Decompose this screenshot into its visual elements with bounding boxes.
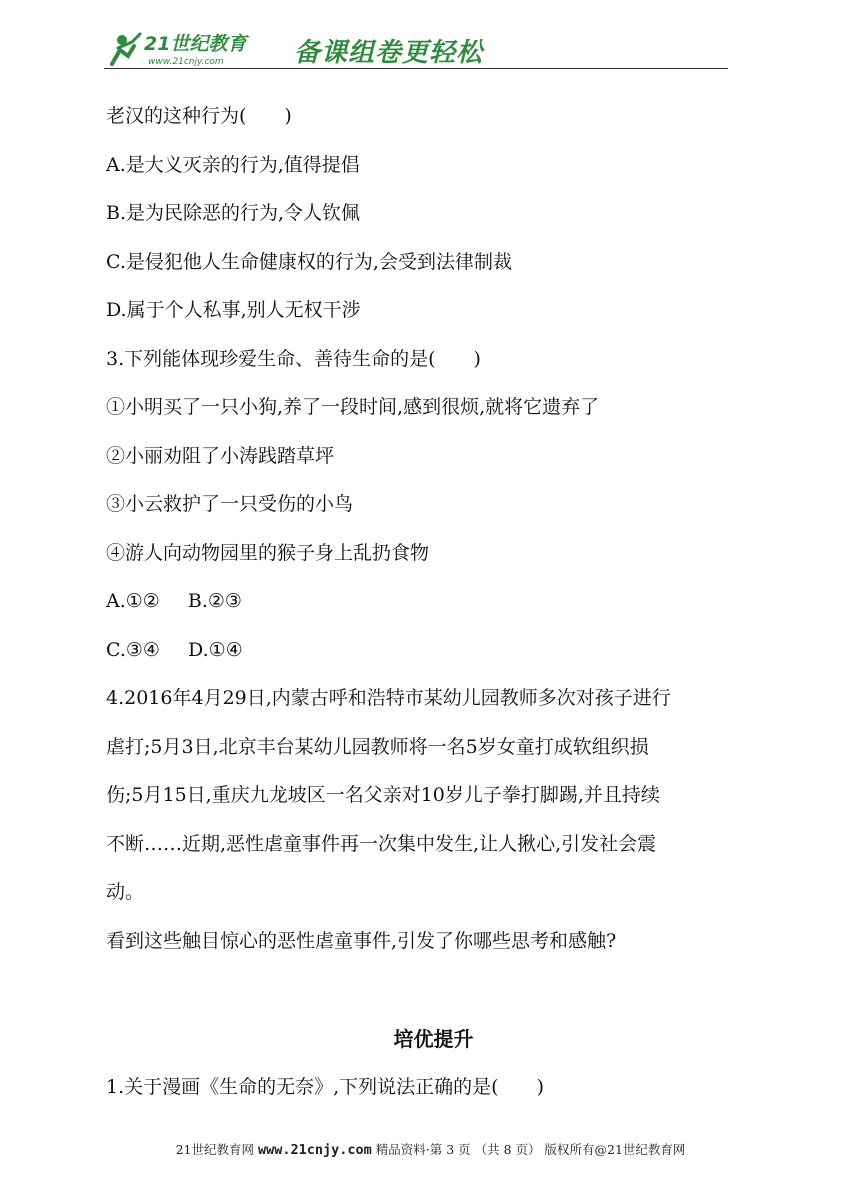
header-slogan: 备课组卷更轻松: [294, 38, 484, 68]
option-line: D.属于个人私事,别人无权干涉: [106, 299, 361, 321]
statement-line: ②小丽劝阻了小涛践踏草坪: [106, 444, 335, 467]
option-a: A.①②: [106, 590, 160, 612]
document-body: [106, 92, 766, 1112]
footer-site: 21世纪教育网: [175, 1142, 254, 1157]
option-c: C.③④: [106, 638, 160, 661]
text-line: 老汉的这种行为( ): [106, 105, 292, 127]
footer-info: 精品资料·第 3 页 （共 8 页） 版权所有@21世纪教育网: [375, 1142, 686, 1157]
footer-url: www.21cnjy.com: [257, 1142, 372, 1158]
question-1: 1.关于漫画《生命的无奈》,下列说法正确的是( ): [106, 1076, 544, 1098]
question-4-line: 不断……近期,恶性虐童事件再一次集中发生,让人揪心,引发社会震: [106, 832, 657, 855]
question-4-line: 动。: [106, 881, 145, 903]
option-d: D.①④: [188, 638, 243, 661]
statement-line: ④游人向动物园里的猴子身上乱扔食物: [106, 541, 430, 564]
question-4-line: 4.2016年4月29日,内蒙古呼和浩特市某幼儿园教师多次对孩子进行: [106, 687, 671, 709]
section-title: 培优提升: [393, 1027, 474, 1051]
page-header: [104, 26, 728, 70]
question-4-prompt: 看到这些触目惊心的恶性虐童事件,引发了你哪些思考和感触?: [106, 929, 617, 952]
logo-url: www.21cnjy.com: [148, 57, 224, 67]
statement-line: ③小云救护了一只受伤的小鸟: [106, 493, 354, 515]
page-footer: [0, 1140, 861, 1158]
options-row: [106, 577, 766, 626]
question-4-line: 伤;5月15日,重庆九龙坡区一名父亲对10岁儿子拳打脚踢,并且持续: [106, 784, 660, 806]
header-divider: [104, 68, 728, 69]
question-4-line: 虐打;5月3日,北京丰台某幼儿园教师将一名5岁女童打成软组织损: [106, 735, 649, 758]
21cnjy-logo: [104, 26, 284, 68]
option-line: A.是大义灭亲的行为,值得提倡: [106, 153, 360, 176]
question-3: 3.下列能体现珍爱生命、善待生命的是( ): [106, 347, 481, 370]
option-line: C.是侵犯他人生命健康权的行为,会受到法律制裁: [106, 250, 512, 273]
options-row: [106, 626, 766, 675]
option-b: B.②③: [187, 590, 242, 612]
logo-text: 21世纪教育: [144, 33, 247, 55]
statement-line: ①小明买了一只小狗,养了一段时间,感到很烦,就将它遗弃了: [106, 396, 600, 418]
option-line: B.是为民除恶的行为,令人钦佩: [106, 202, 361, 224]
